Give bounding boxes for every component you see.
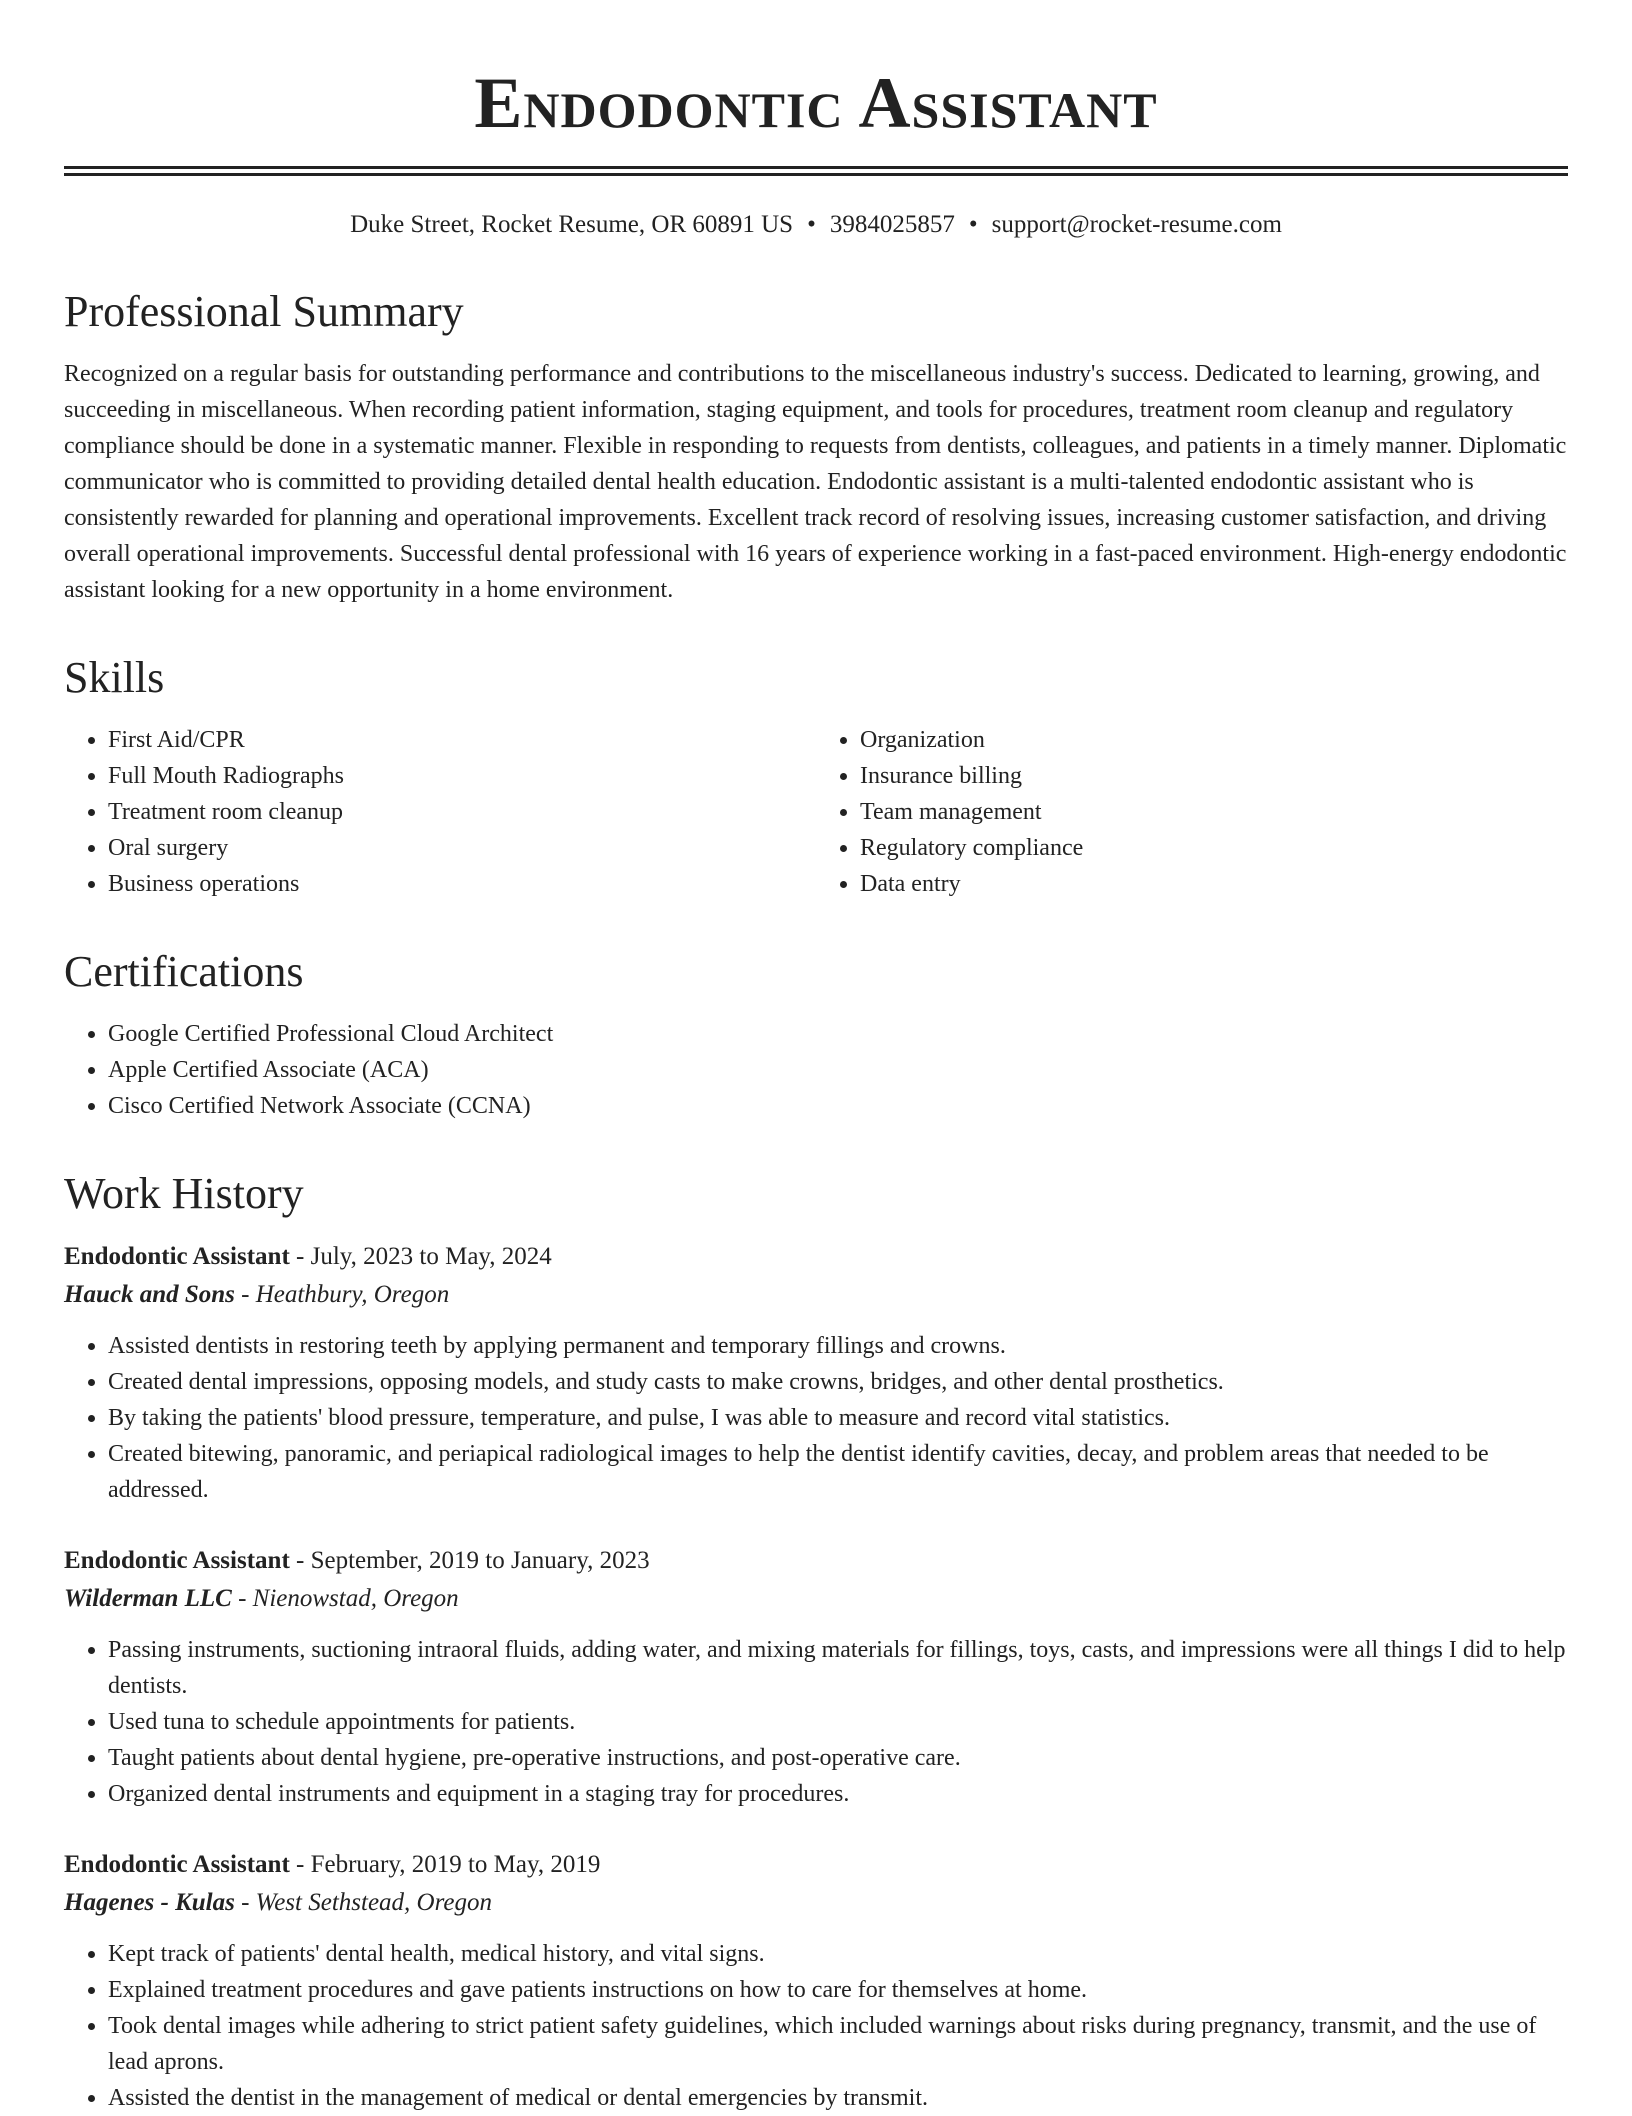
job-employer — [64, 1580, 1568, 1618]
contact-line — [64, 208, 1568, 242]
certification-item: • Google Certified Professional Cloud Architect — [108, 1016, 1568, 1052]
job-bullet: • Explained treatment procedures and gave patients instructions on how to care for themselves at home. — [108, 1972, 1568, 2008]
certifications-list — [64, 1016, 1568, 1124]
job-bullets — [64, 1328, 1568, 1508]
job-employer — [64, 1884, 1568, 1922]
job-title: Endodontic Assistant — [64, 1243, 290, 1270]
skill-item: • Data entry — [860, 866, 1568, 902]
job-bullet: • Taught patients about dental hygiene, pre-operative instructions, and post-operative care. — [108, 1740, 1568, 1776]
skill-item: • Treatment room cleanup — [108, 794, 816, 830]
job-bullet: • Created bitewing, panoramic, and periapical radiological images to help the dentist identify cavities, decay, and problem areas that needed to be addressed. — [108, 1436, 1568, 1508]
resume-title: Endodontic Assistant — [474, 63, 1158, 143]
skill-item: • Oral surgery — [108, 830, 816, 866]
job-bullets — [64, 1632, 1568, 1812]
job-dates: - February, 2019 to May, 2019 — [289, 1851, 601, 1878]
certification-item: • Apple Certified Associate (ACA) — [108, 1052, 1568, 1088]
job-location: - Nienowstad, Oregon — [231, 1585, 459, 1612]
job-entry — [64, 1542, 1568, 1812]
skill-item: • Regulatory compliance — [860, 830, 1568, 866]
certifications-heading: Certifications — [64, 947, 304, 996]
skills-columns — [64, 722, 1568, 902]
work-history-heading: Work History — [64, 1169, 304, 1218]
skill-item: • First Aid/CPR — [108, 722, 816, 758]
summary-text: Recognized on a regular basis for outstanding performance and contributions to the miscellaneous industry's success. Dedicated to learning, growing, and succeeding in miscellaneous. When recording patient information, staging equipment, and tools for procedures, treatment room cleanup and regulatory compliance should be done in a systematic manner. Flexible in responding to requests from dentists, colleagues, and patients in a timely manner. Diplomatic communicator who is committed to providing detailed dental health education. Endodontic assistant is a multi-talented endodontic assistant who is consistently rewarded for planning and operational improvements. Excellent track record of resolving issues, increasing customer satisfaction, and driving overall operational improvements. Successful dental professional with 16 years of experience working in a fast-paced environment. High-energy endodontic assistant looking for a new opportunity in a home environment. — [64, 361, 1567, 603]
company-name: Hauck and Sons — [64, 1281, 235, 1308]
skills-heading: Skills — [64, 653, 165, 702]
job-entry — [64, 1238, 1568, 1508]
email[interactable]: support@rocket-resume.com — [991, 211, 1282, 238]
job-dates: - July, 2023 to May, 2024 — [289, 1243, 552, 1270]
skills-left-list — [64, 722, 816, 902]
job-bullet: • Assisted the dentist in the management of medical or dental emergencies by transmit. — [108, 2080, 1568, 2116]
job-bullet: • Organized dental instruments and equipment in a staging tray for procedures. — [108, 1776, 1568, 1812]
address: Duke Street, Rocket Resume, OR 60891 US — [350, 211, 794, 238]
skills-right-list — [816, 722, 1568, 902]
job-dates: - September, 2019 to January, 2023 — [289, 1547, 650, 1574]
job-bullet: • Kept track of patients' dental health, medical history, and vital signs. — [108, 1936, 1568, 1972]
job-location: - West Sethstead, Oregon — [234, 1889, 493, 1916]
job-bullet: • Took dental images while adhering to strict patient safety guidelines, which included warnings about risks during pregnancy, transmit, and the use of lead aprons. — [108, 2008, 1568, 2080]
job-bullet: • By taking the patients' blood pressure, temperature, and pulse, I was able to measure and record vital statistics. — [108, 1400, 1568, 1436]
job-entry — [64, 1846, 1568, 2116]
job-header — [64, 1846, 1568, 1884]
job-bullets — [64, 1936, 1568, 2116]
skill-item: • Team management — [860, 794, 1568, 830]
company-name: Wilderman LLC — [64, 1585, 232, 1612]
job-location: - Heathbury, Oregon — [234, 1281, 450, 1308]
company-name: Hagenes - Kulas — [64, 1889, 235, 1916]
separator: • — [968, 211, 978, 238]
job-bullet: • Assisted dentists in restoring teeth by applying permanent and temporary fillings and crowns. — [108, 1328, 1568, 1364]
summary-heading: Professional Summary — [64, 287, 464, 336]
skill-item: • Full Mouth Radiographs — [108, 758, 816, 794]
job-bullet: • Used tuna to schedule appointments for patients. — [108, 1704, 1568, 1740]
job-bullet: • Passing instruments, suctioning intraoral fluids, adding water, and mixing materials for fillings, toys, casts, and impressions were all things I did to help dentists. — [108, 1632, 1568, 1704]
skill-item: • Insurance billing — [860, 758, 1568, 794]
title-divider — [64, 166, 1568, 176]
job-employer — [64, 1276, 1568, 1314]
separator: • — [807, 211, 816, 238]
job-header — [64, 1238, 1568, 1276]
job-bullet: • Created dental impressions, opposing models, and study casts to make crowns, bridges, and other dental prosthetics. — [108, 1364, 1568, 1400]
job-title: Endodontic Assistant — [64, 1851, 290, 1878]
job-title: Endodontic Assistant — [64, 1547, 290, 1574]
skill-item: • Organization — [860, 722, 1568, 758]
job-header — [64, 1542, 1568, 1580]
phone: 3984025857 — [829, 211, 955, 238]
skill-item: • Business operations — [108, 866, 816, 902]
certification-item: • Cisco Certified Network Associate (CCNA) — [108, 1088, 1568, 1124]
